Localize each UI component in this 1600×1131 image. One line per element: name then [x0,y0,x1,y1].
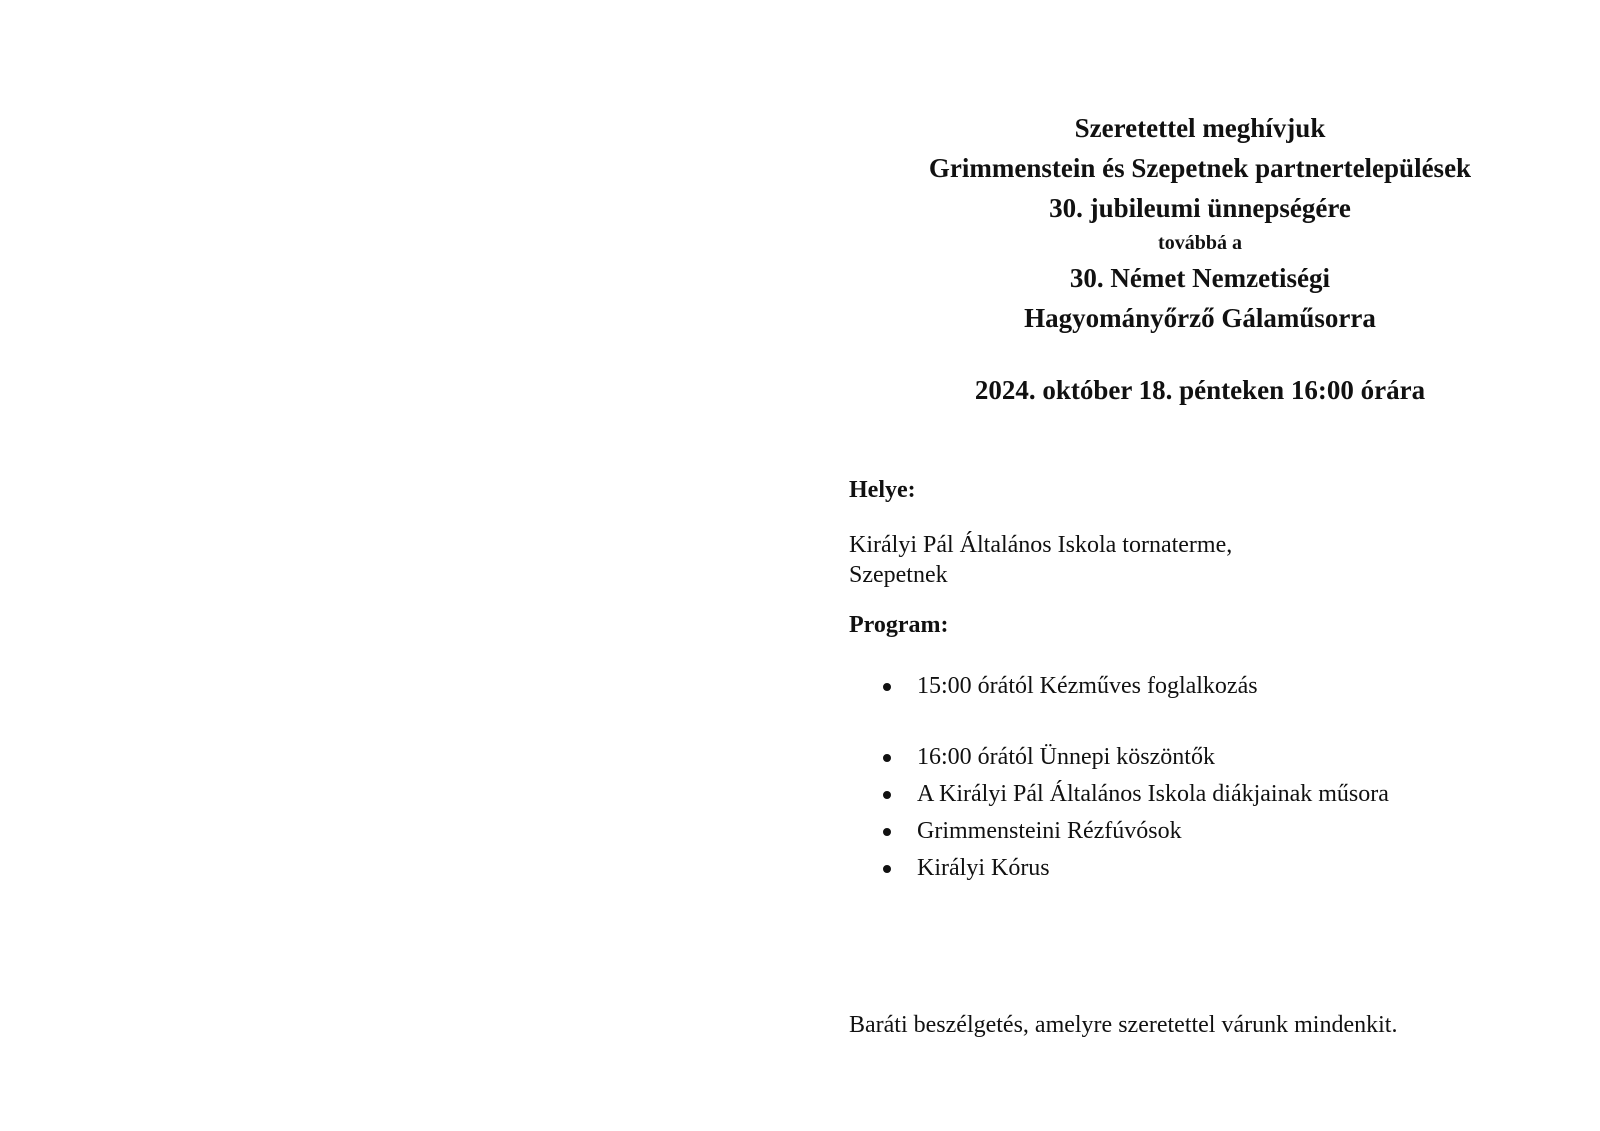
bullet-icon [883,828,891,836]
headline-line: Szeretettel meghívjuk [1074,113,1326,143]
bullet-icon [883,791,891,799]
venue-line: Királyi Pál Általános Iskola tornaterme, [849,532,1233,558]
event-title-line: 30. Német Nemzetiségi [1069,263,1331,293]
list-item [849,776,1389,813]
program-item-text: Grimmensteini Rézfúvósok [917,818,1182,844]
invitation-page [800,0,1600,1131]
list-item [849,668,1389,705]
event-title-line: Hagyományőrző Gálaműsorra [1024,303,1376,333]
venue-line: Szepetnek [849,562,948,588]
program-label: Program: [849,612,949,638]
invitation-heading [860,108,1540,338]
program-item-text: A Királyi Pál Általános Iskola diákjainak műsora [917,781,1389,807]
list-item [849,739,1389,776]
event-datetime: 2024. október 18. pénteken 16:00 órára [974,375,1426,405]
venue-address [849,530,1232,590]
program-item-text: Királyi Kórus [917,855,1050,881]
connector-text: továbbá a [1158,232,1242,254]
closing-text: Baráti beszélgetés, amelyre szeretettel várunk mindenkit. [849,1012,1398,1038]
program-item-text: 16:00 órától Ünnepi köszöntők [917,744,1215,770]
program-item-text: 15:00 órától Kézműves foglalkozás [917,673,1258,699]
list-item [849,850,1389,887]
bullet-icon [883,754,891,762]
program-list [849,668,1389,887]
headline-line: Grimmenstein és Szepetnek partnertelepülések [928,153,1472,183]
list-item [849,813,1389,850]
headline-line: 30. jubileumi ünnepségére [1049,193,1351,223]
location-label: Helye: [849,477,916,503]
bullet-icon [883,683,891,691]
bullet-icon [883,865,891,873]
